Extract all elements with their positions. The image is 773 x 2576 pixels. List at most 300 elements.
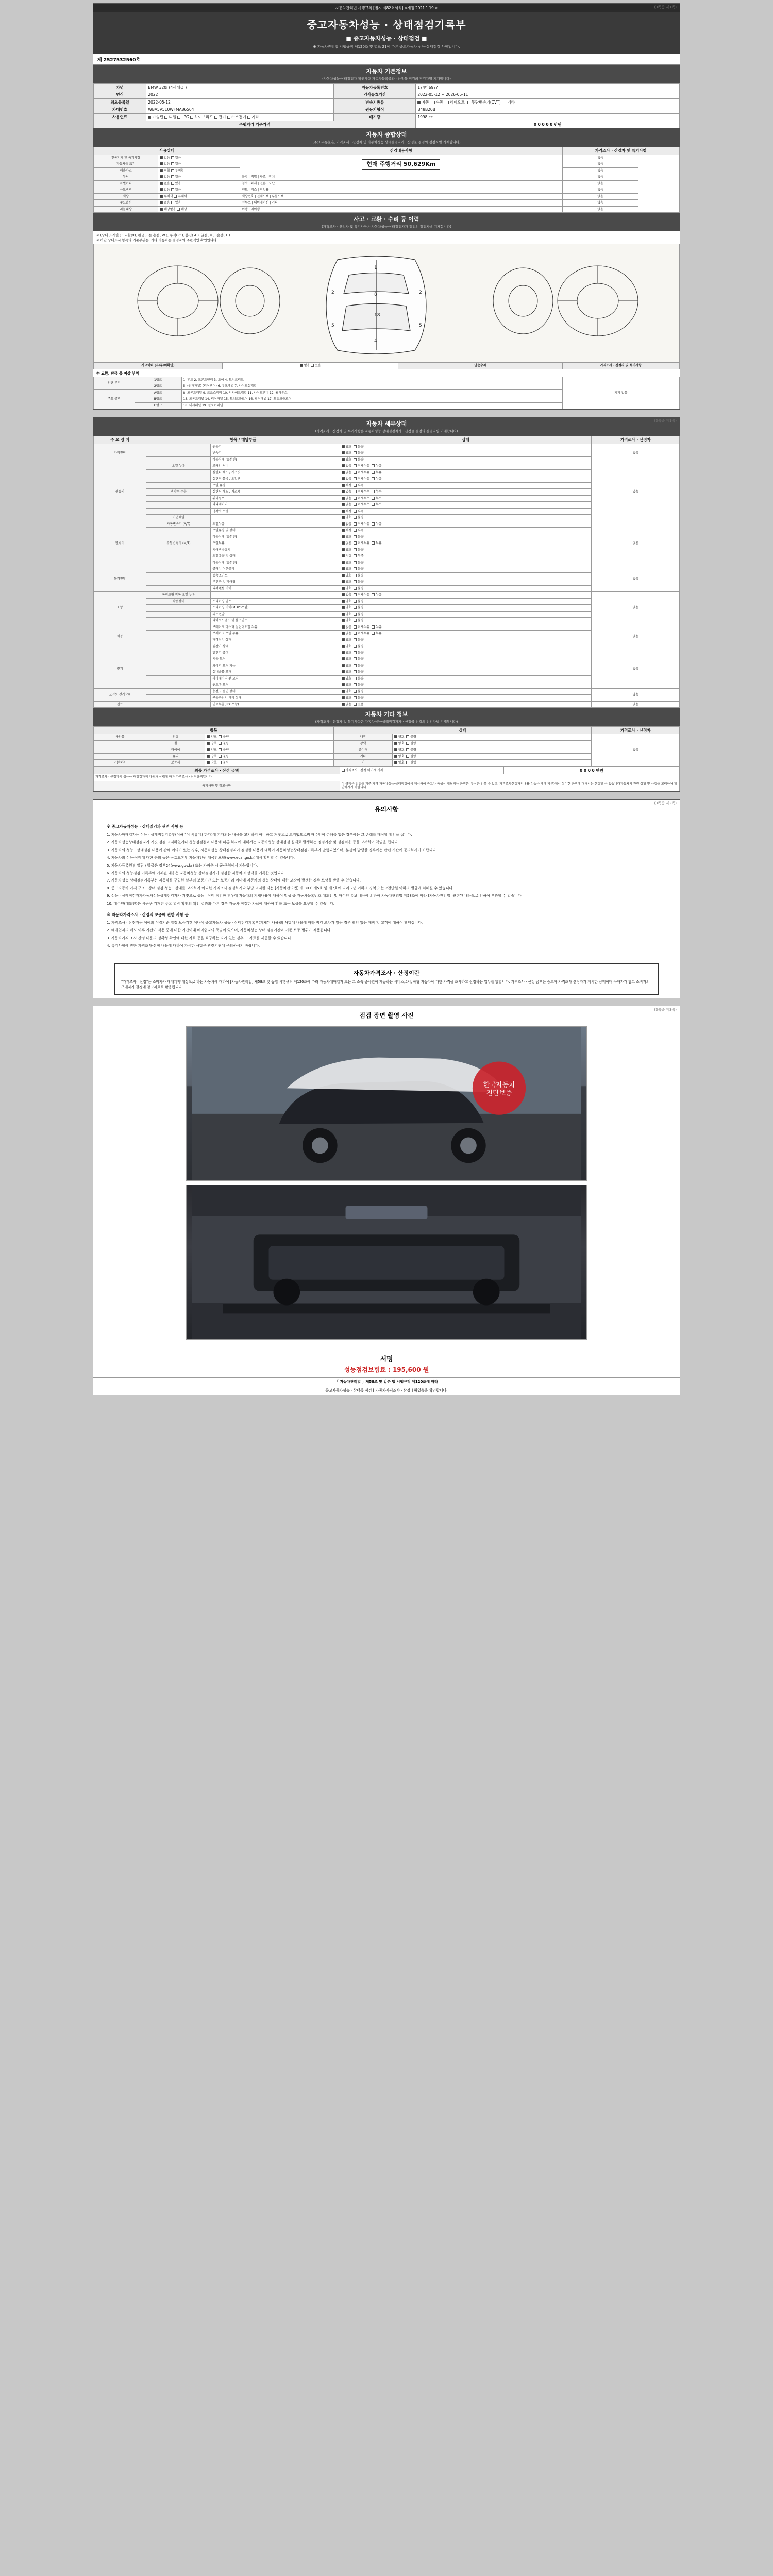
price-checkbox-cell[interactable] bbox=[340, 767, 503, 774]
detail-subgroup: 작동상태 bbox=[146, 598, 211, 605]
detail-option-label: 불량 bbox=[357, 638, 366, 642]
overall-row6-opts bbox=[158, 193, 240, 200]
checkbox-bad[interactable] bbox=[406, 748, 409, 751]
reg-no-value: 174머69?? bbox=[416, 84, 680, 91]
checkbox-first[interactable] bbox=[342, 541, 345, 545]
detail-item-name: 오일유량 및 상태 bbox=[211, 553, 340, 560]
other-h0: 항목 bbox=[94, 727, 334, 734]
lbl-yes: 있음 bbox=[175, 156, 181, 160]
trans-opt-4: 기타 bbox=[507, 99, 515, 105]
detail-option-label: 양호 bbox=[345, 516, 354, 519]
detail-option-label: 없음 bbox=[345, 477, 354, 481]
checkbox-good[interactable] bbox=[394, 735, 397, 738]
checkbox-opt1[interactable] bbox=[354, 619, 357, 622]
detail-option-label: 적정 bbox=[345, 483, 354, 487]
checkbox-first[interactable] bbox=[342, 554, 345, 557]
accident-legend bbox=[93, 231, 680, 244]
checkbox-first[interactable] bbox=[342, 445, 345, 448]
checkbox-first[interactable] bbox=[342, 522, 345, 526]
other-status[interactable] bbox=[392, 760, 592, 767]
checkbox-first[interactable] bbox=[342, 651, 345, 654]
overall-row4-opts bbox=[158, 180, 240, 187]
checkbox-opt2[interactable] bbox=[372, 522, 375, 526]
detail-subgroup bbox=[146, 605, 211, 612]
detail-subgroup: 냉각수 누수 bbox=[146, 489, 211, 496]
checkbox-first[interactable] bbox=[342, 587, 345, 590]
detail-subgroup bbox=[146, 444, 211, 450]
checkbox-first[interactable] bbox=[342, 484, 345, 487]
detail-status-options[interactable] bbox=[340, 624, 592, 631]
checkbox-good[interactable] bbox=[207, 755, 210, 758]
detail-status-options[interactable] bbox=[340, 444, 592, 450]
checkbox-diesel[interactable] bbox=[164, 116, 167, 119]
price-table bbox=[93, 767, 680, 791]
detail-subgroup bbox=[146, 502, 211, 509]
detail-item-name: 실린더 헤드 / 가스켓 bbox=[211, 489, 340, 496]
checkbox-opt1[interactable] bbox=[354, 657, 357, 660]
accident-legend-2: ※ 하단 상태표시 항목의 기준부위는, 기타 자동차는 점검자의 주관적인 확인입니다 bbox=[96, 238, 217, 243]
guarantee-body: "가격조사 · 산정"은 소비자가 매매계약 대상으로 하는 자동차에 대하여 [자동차관리법] 제58조 및 동법 시행규칙 제120조에 따라 자동차매매업자 또는 그 소속 종사원이 제공하는 서비스로서, 해당 자동차에 대한 가격을 조사하고 산정하는 업무를 말합니다. 가격조사 · 산정 금액은 중고차 가격조사 산정자가 제시한 금액이며 구매자가 참고 소비자의 구매자가 결정에 참고자료로 활용됩니다. bbox=[121, 979, 650, 989]
svg-text:2: 2 bbox=[331, 290, 334, 296]
fee-row bbox=[93, 1365, 680, 1377]
table-row bbox=[94, 200, 680, 207]
price-left-label: 가격조사 · 산정자의 성능·상태점검자의 자동차 상태에 따른 가격조사 · 산정금액입니다 bbox=[94, 774, 680, 781]
detail-status-options[interactable] bbox=[340, 611, 592, 618]
detail-item-name: 기어변속장치 bbox=[211, 547, 340, 553]
checkbox-first[interactable] bbox=[342, 510, 345, 513]
checkbox-good[interactable] bbox=[394, 761, 397, 764]
checkbox-yes[interactable] bbox=[171, 188, 174, 191]
checkbox-yes[interactable] bbox=[171, 156, 174, 159]
checkbox-first[interactable] bbox=[342, 593, 345, 596]
inspection-photo-underbody[interactable] bbox=[186, 1185, 587, 1340]
checkbox-first[interactable] bbox=[342, 561, 345, 564]
checkbox-first[interactable] bbox=[342, 670, 345, 673]
checkbox-opt1[interactable] bbox=[354, 490, 357, 493]
checkbox-opt1[interactable] bbox=[354, 554, 357, 557]
svg-text:5: 5 bbox=[331, 323, 334, 329]
detail-status-options[interactable] bbox=[340, 476, 592, 483]
detail-status-options[interactable] bbox=[340, 553, 592, 560]
checkbox-good[interactable] bbox=[207, 748, 210, 751]
detail-status-options[interactable] bbox=[340, 540, 592, 547]
checkbox-lpg[interactable] bbox=[177, 116, 180, 119]
checkbox-opt1[interactable] bbox=[354, 638, 357, 641]
other-status[interactable] bbox=[392, 747, 592, 754]
other-cat bbox=[94, 753, 146, 760]
checkbox-opt1[interactable] bbox=[354, 464, 357, 467]
detail-status-options[interactable] bbox=[340, 547, 592, 553]
checkbox-opt1[interactable] bbox=[354, 477, 357, 480]
other-status[interactable] bbox=[392, 740, 592, 747]
other-status[interactable] bbox=[205, 753, 334, 760]
checkbox-opt2[interactable] bbox=[372, 490, 375, 493]
detail-item-name: 연료누출(LPG포함) bbox=[211, 701, 340, 708]
detail-option-label: 불량 bbox=[357, 516, 366, 519]
checkbox-first[interactable] bbox=[342, 703, 345, 706]
checkbox-first[interactable] bbox=[342, 632, 345, 635]
checkbox-good[interactable] bbox=[207, 761, 210, 764]
checkbox-bad[interactable] bbox=[406, 761, 409, 764]
checkbox-opt1[interactable] bbox=[354, 664, 357, 667]
checkbox-opt2[interactable] bbox=[372, 503, 375, 506]
checkbox-good[interactable] bbox=[207, 742, 210, 745]
overall-row8-detail: 이행 | 미이행 bbox=[240, 206, 562, 213]
detail-status-options[interactable] bbox=[340, 701, 592, 708]
parts-lv-4: C랭크 bbox=[135, 402, 181, 409]
checkbox-opt1[interactable] bbox=[354, 529, 357, 532]
checkbox-yes[interactable] bbox=[171, 162, 174, 165]
detail-group-name: 전기 bbox=[94, 650, 146, 688]
detail-status-options[interactable] bbox=[340, 572, 592, 579]
checkbox-first[interactable] bbox=[342, 535, 345, 538]
detail-status-options[interactable] bbox=[340, 663, 592, 669]
checkbox-pass[interactable] bbox=[160, 169, 163, 172]
detail-option-label: 부족 bbox=[357, 483, 366, 487]
parts-lv-1: 2랭크 bbox=[135, 383, 181, 390]
checkbox-first[interactable] bbox=[342, 580, 345, 583]
checkbox-opt2[interactable] bbox=[372, 632, 375, 635]
checkbox-first[interactable] bbox=[342, 683, 345, 686]
checkbox-opt1[interactable] bbox=[354, 587, 357, 590]
detail-status-options[interactable] bbox=[340, 695, 592, 702]
other-item-a: 타이어 bbox=[146, 747, 205, 754]
accident-legend-1: ※ (상태 표시란 ) : 교환(X), 판금 또는 용접( W ), 부식( C ), 흠집( A ), 굴절( U ), 손상( T ) bbox=[96, 233, 230, 238]
checkbox-opt1[interactable] bbox=[354, 677, 357, 680]
checkbox-first[interactable] bbox=[342, 529, 345, 532]
photo2-svg bbox=[187, 1185, 586, 1339]
checkbox-hybrid[interactable] bbox=[190, 116, 193, 119]
checkbox-opt1[interactable] bbox=[354, 516, 357, 519]
checkbox-opt2[interactable] bbox=[372, 497, 375, 500]
detail-option-label: 양호 bbox=[345, 670, 354, 674]
checkbox-opt1[interactable] bbox=[354, 600, 357, 603]
vin-value: WBA5V510WFMA86564 bbox=[146, 106, 334, 113]
checkbox-first[interactable] bbox=[342, 690, 345, 693]
document-number-row bbox=[93, 54, 680, 65]
detail-status-options[interactable] bbox=[340, 482, 592, 489]
checkbox-bad[interactable] bbox=[219, 748, 222, 751]
detail-status-options[interactable] bbox=[340, 618, 592, 624]
detail-item-name: 라디에이터 팬 모터 bbox=[211, 675, 340, 682]
checkbox-opt1[interactable] bbox=[354, 690, 357, 693]
checkbox-first[interactable] bbox=[342, 657, 345, 660]
detail-item-name: 오일 유량 bbox=[211, 482, 340, 489]
mileage-display: 현재 주행거리 50,629Km bbox=[362, 159, 440, 170]
checkbox-opt1[interactable] bbox=[354, 445, 357, 448]
checkbox-bad[interactable] bbox=[406, 742, 409, 745]
detail-option-label: 불량 bbox=[357, 657, 366, 661]
detail-option-label: 미세누유 bbox=[357, 541, 372, 545]
other-body bbox=[94, 734, 680, 767]
checkbox-bad[interactable] bbox=[219, 742, 222, 745]
checkbox-first[interactable] bbox=[342, 613, 345, 616]
table-row bbox=[94, 113, 680, 121]
detail-status-options[interactable] bbox=[340, 598, 592, 605]
detail-option-label: 미세누유 bbox=[357, 593, 372, 597]
checkbox-opt1[interactable] bbox=[354, 503, 357, 506]
other-status[interactable] bbox=[205, 747, 334, 754]
other-status[interactable] bbox=[392, 753, 592, 760]
overall-row7-name: 주요옵션 bbox=[94, 200, 158, 207]
checkbox-gasoline[interactable] bbox=[148, 116, 151, 119]
engine-label: 원동기형식 bbox=[334, 106, 416, 113]
checkbox-first[interactable] bbox=[342, 606, 345, 609]
checkbox-na[interactable] bbox=[160, 208, 163, 211]
checkbox-opt2[interactable] bbox=[372, 593, 375, 596]
checkbox-achromatic[interactable] bbox=[160, 195, 163, 198]
detail-option-label: 없음 bbox=[345, 541, 354, 545]
checkbox-applicable[interactable] bbox=[177, 208, 180, 211]
checkbox-opt1[interactable] bbox=[354, 484, 357, 487]
checkbox-opt1[interactable] bbox=[354, 632, 357, 635]
checkbox-opt1[interactable] bbox=[354, 522, 357, 526]
page-corner-photos: (3쪽중 제3쪽) bbox=[654, 1008, 677, 1012]
detail-status-options[interactable] bbox=[340, 669, 592, 676]
checkbox-opt2[interactable] bbox=[372, 477, 375, 480]
checkbox-opt1[interactable] bbox=[354, 593, 357, 596]
detail-item-name: 실내송풍 모터 bbox=[211, 669, 340, 676]
checkbox-opt1[interactable] bbox=[354, 580, 357, 583]
checkbox-opt2[interactable] bbox=[372, 541, 375, 545]
detail-status-options[interactable] bbox=[340, 585, 592, 592]
checkbox-good[interactable] bbox=[394, 748, 397, 751]
checkbox-good[interactable] bbox=[207, 735, 210, 738]
checkbox-opt1[interactable] bbox=[354, 535, 357, 538]
checkbox-opt2[interactable] bbox=[372, 464, 375, 467]
detail-status-options[interactable] bbox=[340, 592, 592, 599]
table-row bbox=[94, 106, 680, 113]
engine-value: B48B20B bbox=[416, 106, 680, 113]
checkbox-opt1[interactable] bbox=[354, 510, 357, 513]
detail-option-label: 불량 bbox=[357, 612, 366, 616]
checkbox-yes[interactable] bbox=[171, 201, 174, 204]
detail-status-options[interactable] bbox=[340, 643, 592, 650]
checkbox-auto[interactable] bbox=[417, 101, 421, 104]
checkbox-fuel-etc[interactable] bbox=[247, 116, 250, 119]
checkbox-bad[interactable] bbox=[406, 735, 409, 738]
checkbox-opt1[interactable] bbox=[354, 651, 357, 654]
detail-option-label: 불량 bbox=[357, 670, 366, 674]
checkbox-opt1[interactable] bbox=[354, 683, 357, 686]
other-status[interactable] bbox=[392, 734, 592, 741]
overall-row7-opts bbox=[158, 200, 240, 207]
checkbox-accident-yes[interactable] bbox=[311, 364, 314, 367]
checkbox-first[interactable] bbox=[342, 619, 345, 622]
detail-status-options[interactable] bbox=[340, 469, 592, 476]
lbl-a: 무채색 bbox=[164, 194, 173, 198]
checkbox-opt2[interactable] bbox=[372, 625, 375, 629]
notice-item: 5. 자동차등록원부 열람 / 발급은 정부24(www.gov.kr) 또는 가까운 시·군·구청에서 가능합니다. bbox=[107, 863, 258, 868]
checkbox-first[interactable] bbox=[342, 638, 345, 641]
checkbox-cvt[interactable] bbox=[467, 101, 470, 104]
parts-text-3: 13. 프론트패널 14. 리어패널 15. 트렁크플로어 16. 필러패널 17. 트렁크플로어 bbox=[181, 396, 562, 403]
checkbox-none[interactable] bbox=[160, 188, 163, 191]
overall-note: (주요 구동물은, 가격조사 · 산정자 및 자동차성능·상태점검자가 · 산정물 점검의 점검자별 기재합니다) bbox=[312, 140, 461, 145]
checkbox-opt1[interactable] bbox=[354, 606, 357, 609]
checkbox-semi[interactable] bbox=[446, 101, 449, 104]
notice-section2-head: ※ 자동차가격조사 · 산정의 보증에 관한 사항 등 bbox=[107, 912, 189, 917]
checkbox-none[interactable] bbox=[160, 201, 163, 204]
checkbox-ev[interactable] bbox=[214, 116, 217, 119]
displacement-value: 1998 cc bbox=[416, 113, 680, 121]
checkbox-first[interactable] bbox=[342, 451, 345, 454]
svg-text:1: 1 bbox=[374, 265, 377, 271]
other-h2: 상태 bbox=[334, 727, 592, 734]
other-status[interactable] bbox=[205, 760, 334, 767]
detail-status-options[interactable] bbox=[340, 502, 592, 509]
checkbox-first[interactable] bbox=[342, 497, 345, 500]
checkbox-chromatic[interactable] bbox=[174, 195, 177, 198]
checkbox-first[interactable] bbox=[342, 471, 345, 474]
checkbox-first[interactable] bbox=[342, 477, 345, 480]
detail-status-options[interactable] bbox=[340, 637, 592, 643]
detail-h2: 상태 bbox=[340, 436, 592, 444]
checkbox-none[interactable] bbox=[160, 156, 163, 159]
checkbox-opt1[interactable] bbox=[354, 613, 357, 616]
detail-option-label: 미세누수 bbox=[357, 503, 372, 506]
detail-status-options[interactable] bbox=[340, 489, 592, 496]
checkbox-fail[interactable] bbox=[171, 169, 174, 172]
detail-option-label: 양호 bbox=[345, 676, 354, 681]
checkbox-accident-none[interactable] bbox=[300, 364, 303, 367]
inspection-photo-engine[interactable] bbox=[186, 1026, 587, 1181]
detail-option-label: 불량 bbox=[357, 599, 366, 603]
checkbox-bad[interactable] bbox=[219, 755, 222, 758]
checkbox-opt2[interactable] bbox=[372, 471, 375, 474]
detail-option-label: 있음 bbox=[357, 702, 366, 706]
checkbox-none[interactable] bbox=[160, 175, 163, 178]
checkbox-none[interactable] bbox=[160, 162, 163, 165]
checkbox-trans-etc[interactable] bbox=[503, 101, 506, 104]
detail-group-note: 없음 bbox=[592, 566, 680, 592]
checkbox-first[interactable] bbox=[342, 567, 345, 570]
detail-option-label: 미세누수 bbox=[357, 490, 372, 494]
other-option-label: 양호 bbox=[398, 735, 407, 739]
checkbox-opt1[interactable] bbox=[354, 645, 357, 648]
checkbox-first[interactable] bbox=[342, 600, 345, 603]
car-damage-diagram[interactable] bbox=[93, 244, 680, 362]
checkbox-opt1[interactable] bbox=[354, 471, 357, 474]
detail-option-label: 누수 bbox=[375, 503, 384, 506]
checkbox-opt1[interactable] bbox=[354, 567, 357, 570]
detail-status-options[interactable] bbox=[340, 656, 592, 663]
detail-status-options[interactable] bbox=[340, 456, 592, 463]
detail-status-options[interactable] bbox=[340, 650, 592, 656]
detail-option-label: 미세누유 bbox=[357, 625, 372, 629]
checkbox-yes[interactable] bbox=[171, 182, 174, 185]
checkbox-first[interactable] bbox=[342, 677, 345, 680]
detail-status-options[interactable] bbox=[340, 675, 592, 682]
detail-option-label: 불량 bbox=[357, 457, 366, 462]
other-option-label: 불량 bbox=[223, 761, 231, 765]
detail-item-name: 발전기 출력 bbox=[211, 650, 340, 656]
checkbox-good[interactable] bbox=[394, 755, 397, 758]
checkbox-first[interactable] bbox=[342, 645, 345, 648]
detail-status-options[interactable] bbox=[340, 566, 592, 573]
detail-status-options[interactable] bbox=[340, 688, 592, 695]
detail-status-options[interactable] bbox=[340, 495, 592, 502]
detail-status-options[interactable] bbox=[340, 579, 592, 586]
checkbox-opt1[interactable] bbox=[354, 670, 357, 673]
checkbox-first[interactable] bbox=[342, 548, 345, 551]
detail-status-options[interactable] bbox=[340, 682, 592, 689]
detail-option-label: 양호 bbox=[345, 535, 354, 539]
detail-status-options[interactable] bbox=[340, 560, 592, 566]
detail-status-options[interactable] bbox=[340, 528, 592, 534]
checkbox-first[interactable] bbox=[342, 516, 345, 519]
overall-row3-opts bbox=[158, 174, 240, 181]
checkbox-first[interactable] bbox=[342, 574, 345, 577]
checkbox-bad[interactable] bbox=[406, 755, 409, 758]
fuel-opt-3: 하이브리드 bbox=[194, 114, 213, 120]
fuel-opt-4: 전기 bbox=[218, 114, 226, 120]
table-row bbox=[94, 98, 680, 106]
detail-status-options[interactable] bbox=[340, 463, 592, 470]
detail-status-options[interactable] bbox=[340, 605, 592, 612]
overall-row5-name: 용도변경 bbox=[94, 187, 158, 194]
other-option-label: 불량 bbox=[410, 741, 418, 745]
checkbox-opt1[interactable] bbox=[354, 451, 357, 454]
checkbox-first[interactable] bbox=[342, 464, 345, 467]
checkbox-opt1[interactable] bbox=[354, 696, 357, 699]
checkbox-manual[interactable] bbox=[432, 101, 435, 104]
basic-info-band bbox=[93, 65, 680, 83]
checkbox-first[interactable] bbox=[342, 458, 345, 461]
checkbox-opt1[interactable] bbox=[354, 625, 357, 629]
checkbox-opt1[interactable] bbox=[354, 574, 357, 577]
checkbox-bad[interactable] bbox=[219, 761, 222, 764]
guarantee-title: 자동차가격조사 · 산정이란 bbox=[353, 969, 420, 976]
detail-status-options[interactable] bbox=[340, 508, 592, 515]
checkbox-opt1[interactable] bbox=[354, 703, 357, 706]
checkbox-opt1[interactable] bbox=[354, 458, 357, 461]
detail-subgroup bbox=[146, 675, 211, 682]
other-note: 없음 bbox=[592, 734, 680, 767]
detail-status-options[interactable] bbox=[340, 521, 592, 528]
checkbox-opt1[interactable] bbox=[354, 541, 357, 545]
parts-text-0: 1. 후드 2. 프론트펜더 3. 도어 4. 트렁크리드 bbox=[181, 377, 562, 383]
checkbox-first[interactable] bbox=[342, 503, 345, 506]
detail-status-options[interactable] bbox=[340, 631, 592, 637]
checkbox-first[interactable] bbox=[342, 664, 345, 667]
detail-option-label: 양호 bbox=[345, 689, 354, 693]
detail-status-options[interactable] bbox=[340, 450, 592, 457]
checkbox-first[interactable] bbox=[342, 490, 345, 493]
other-status[interactable] bbox=[205, 740, 334, 747]
checkbox-first[interactable] bbox=[342, 696, 345, 699]
checkbox-bad[interactable] bbox=[219, 735, 222, 738]
checkbox-opt1[interactable] bbox=[354, 548, 357, 551]
checkbox-none[interactable] bbox=[160, 182, 163, 185]
checkbox-first[interactable] bbox=[342, 625, 345, 629]
detail-subgroup bbox=[146, 508, 211, 515]
checkbox-opt1[interactable] bbox=[354, 497, 357, 500]
other-status[interactable] bbox=[205, 734, 334, 741]
checkbox-opt1[interactable] bbox=[354, 561, 357, 564]
notice-item: 2. 매매업자의 매도 이후 기간이 적용 중에 대한 기간이내 매매업자의 책임이 있으며, 자동차성능·상태 점검기간과 기준 보증 범위가 적용됩니다. bbox=[107, 928, 332, 933]
notice-item: 3. 자동차가격 조사·산정 내용의 정확성 확인에 대한 자료 등을 요구하는 자가 있는 경우 그 자료를 제공할 수 있습니다. bbox=[107, 936, 293, 941]
detail-option-label: 불량 bbox=[357, 445, 366, 449]
detail-status-options[interactable] bbox=[340, 534, 592, 540]
checkbox-price[interactable] bbox=[342, 769, 345, 772]
photo1-svg bbox=[187, 1027, 586, 1180]
basic-info-table bbox=[93, 83, 680, 128]
detail-status-options[interactable] bbox=[340, 515, 592, 521]
checkbox-h2[interactable] bbox=[227, 116, 230, 119]
checkbox-good[interactable] bbox=[394, 742, 397, 745]
checkbox-yes[interactable] bbox=[171, 175, 174, 178]
